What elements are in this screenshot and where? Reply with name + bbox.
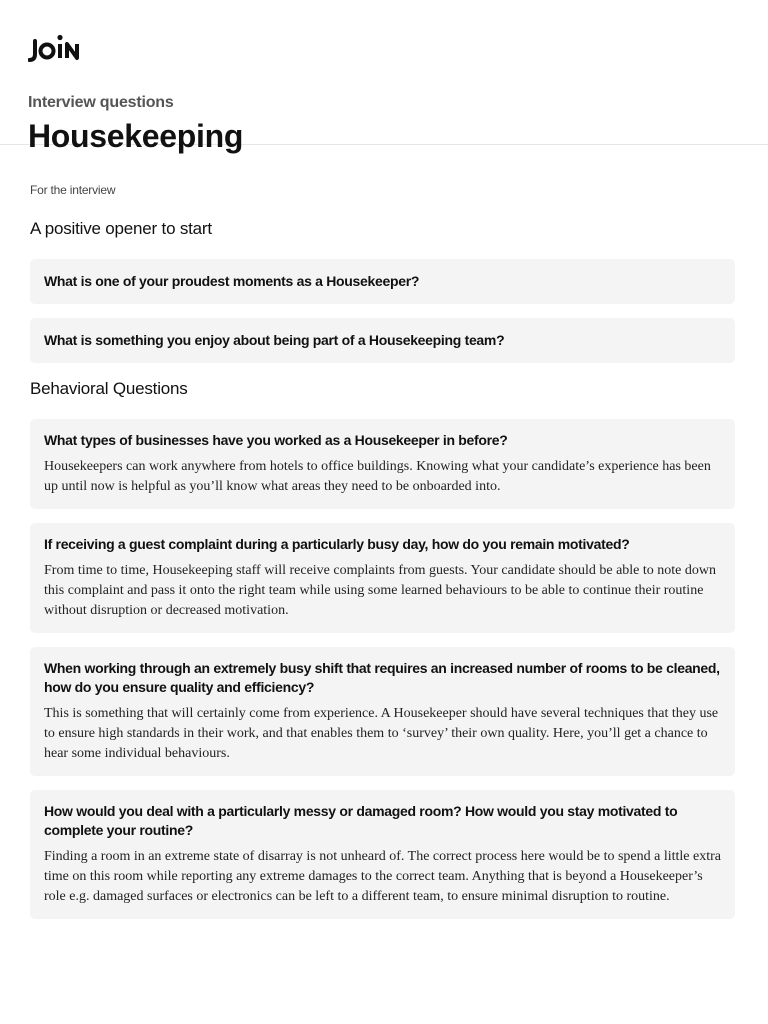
section-title-opener: A positive opener to start <box>30 219 212 238</box>
question-text: What is one of your proudest moments as a Housekeeper? <box>44 273 420 289</box>
question-explanation: This is something that will certainly come from experience. A Housekeeper should have several techniques that they use to ensure high standards in their work, and that enables them to ‘survey’ their own quality. Here, you’ll get a chance to hear some individual behaviours. <box>44 706 719 761</box>
question-card <box>30 259 735 304</box>
main-content <box>0 145 768 919</box>
context-label: For the interview <box>30 183 116 197</box>
question-text: If receiving a guest complaint during a particularly busy day, how do you remain motivated? <box>44 536 630 552</box>
page-eyebrow: Interview questions <box>28 94 174 111</box>
join-logo[interactable] <box>28 34 84 64</box>
question-card <box>30 318 735 363</box>
question-text: What is something you enjoy about being part of a Housekeeping team? <box>44 332 505 348</box>
question-explanation: Finding a room in an extreme state of disarray is not unheard of. The correct process here would be to spend a little extra time on this room while reporting any extreme damages to the correct team. Anything that is beyond a Housekeeper’s role e.g. damaged surfaces or electronics can be left to a different team, to ensure minimal disruption to routine. <box>44 849 721 904</box>
question-card <box>30 523 735 633</box>
question-card <box>30 790 735 919</box>
question-explanation: From time to time, Housekeeping staff will receive complaints from guests. Your candidate should be able to note down this complaint and pass it onto the right team while using some learned behaviours to be able to continue their routine without disruption or decreased motivation. <box>44 563 716 618</box>
question-text: How would you deal with a particularly messy or damaged room? How would you stay motivated to complete your routine? <box>44 803 678 838</box>
question-text: What types of businesses have you worked as a Housekeeper in before? <box>44 432 508 448</box>
section-title-behavioral: Behavioral Questions <box>30 379 188 398</box>
question-card <box>30 647 735 776</box>
question-text: When working through an extremely busy shift that requires an increased number of rooms to be cleaned, how do you ensure quality and efficiency? <box>44 660 720 695</box>
question-explanation: Housekeepers can work anywhere from hotels to office buildings. Knowing what your candidate’s experience has been up until now is helpful as you’ll know what areas they need to be onboarded into. <box>44 459 711 494</box>
page-header <box>0 0 768 154</box>
question-card <box>30 419 735 509</box>
page-title: Housekeeping <box>28 118 244 154</box>
